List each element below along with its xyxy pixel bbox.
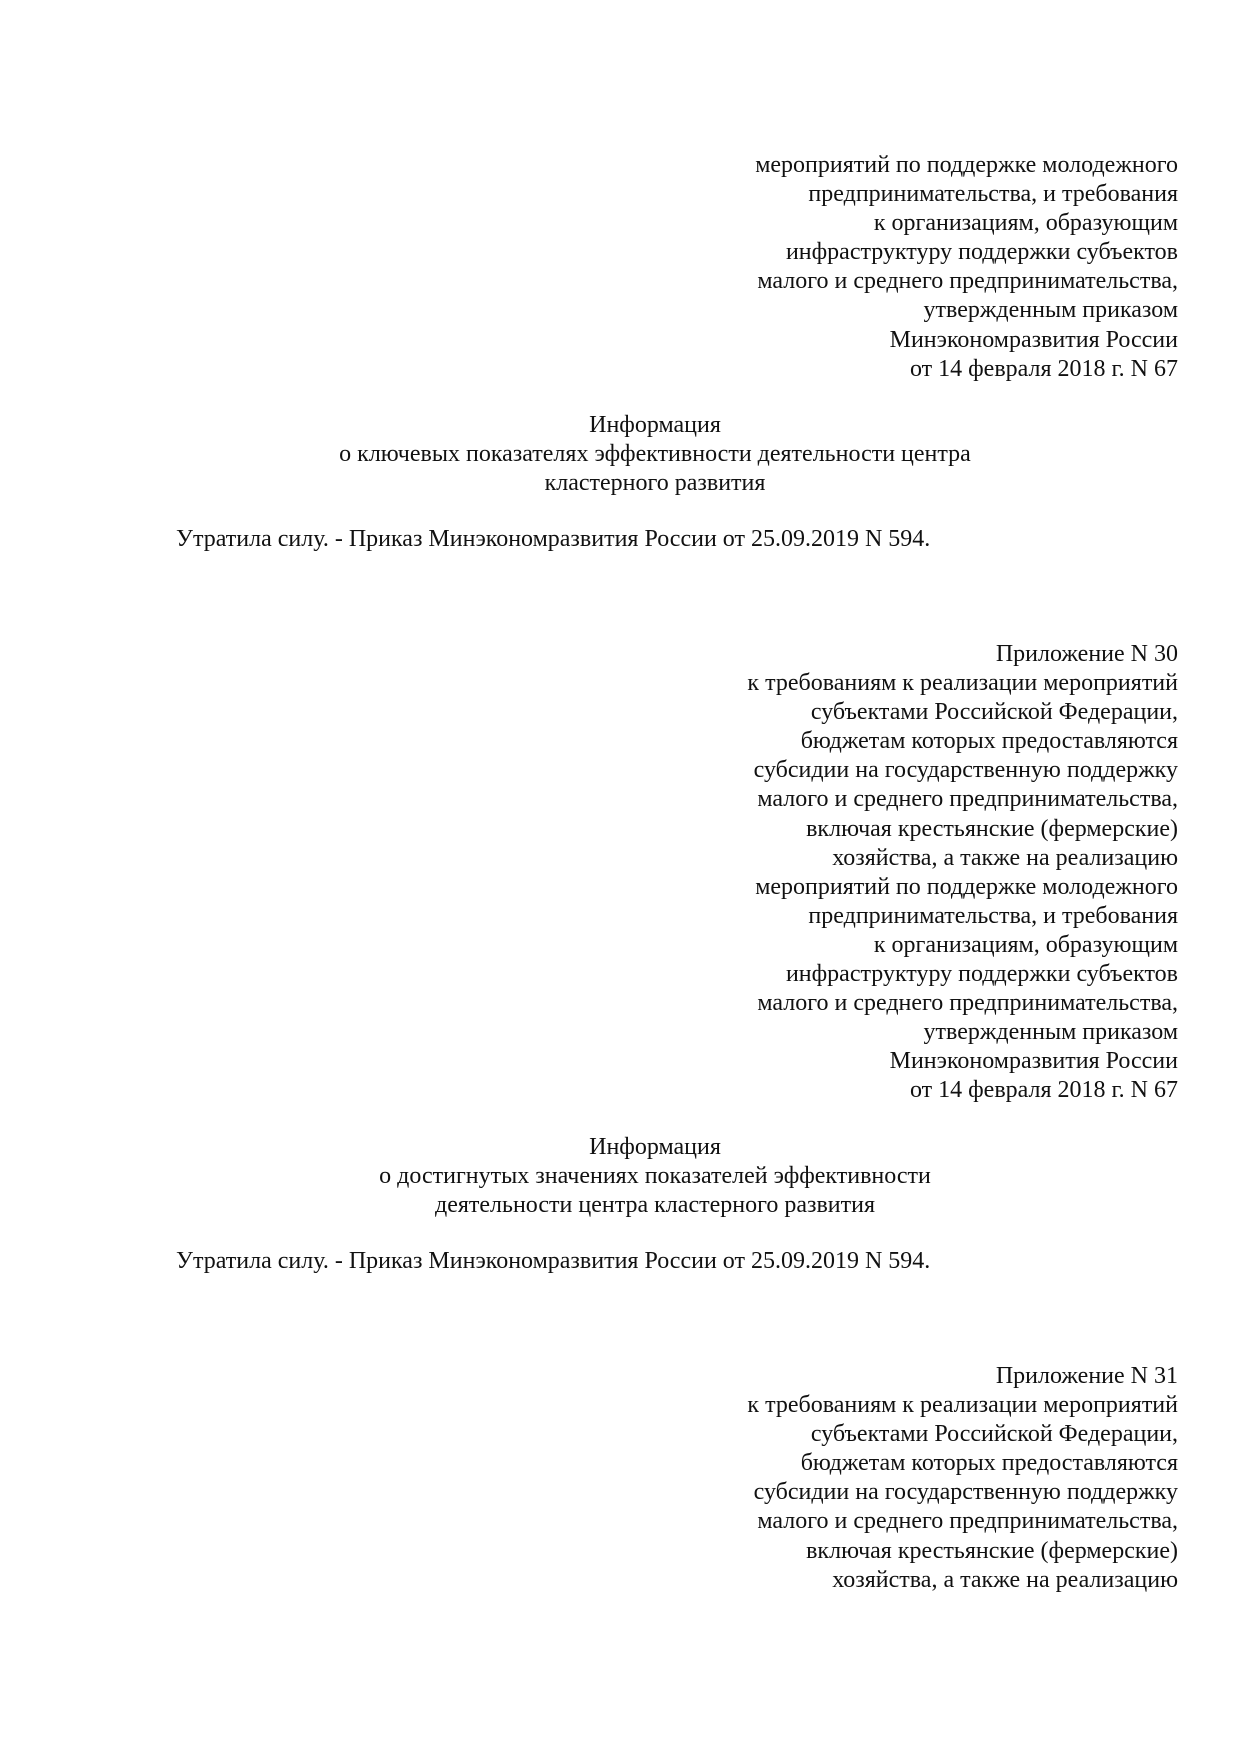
header-line: инфраструктуру поддержки субъектов — [785, 239, 1178, 266]
appendix-number: Приложение N 31 — [995, 1363, 1178, 1389]
header-line: бюджетам которых предоставляются — [800, 728, 1178, 755]
info-heading: Информация — [589, 412, 721, 438]
header-line: предпринимательства, и требования — [808, 181, 1178, 208]
header-line: мероприятий по поддержке молодежного — [755, 152, 1178, 178]
header-line: мероприятий по поддержке молодежного — [755, 873, 1178, 900]
header-line: хозяйства, а также на реализацию — [832, 1566, 1178, 1593]
header-line: Минэкономразвития России — [889, 1048, 1178, 1075]
header-line: включая крестьянские (фермерские) — [806, 815, 1178, 842]
header-line: утвержденным приказом — [923, 297, 1178, 324]
header-line: к требованиям к реализации мероприятий — [747, 670, 1178, 697]
header-line: малого и среднего предпринимательства, — [757, 1508, 1178, 1535]
header-line: субсидии на государственную поддержку — [753, 1479, 1178, 1506]
header-line: Минэкономразвития России — [889, 326, 1178, 353]
appendix-header-continuation — [658, 151, 1178, 384]
header-line: включая крестьянские (фермерские) — [806, 1537, 1178, 1564]
header-line: утвержденным приказом — [923, 1019, 1178, 1046]
info-subtitle-line: деятельности центра кластерного развития — [434, 1192, 875, 1219]
header-line: к требованиям к реализации мероприятий — [747, 1392, 1178, 1419]
info-subtitle-line: кластерного развития — [544, 470, 766, 497]
header-line: малого и среднего предпринимательства, — [757, 990, 1178, 1017]
info-subtitle-line: о ключевых показателях эффективности деятельности центра — [339, 441, 971, 468]
header-line: к организациям, образующим — [873, 210, 1178, 237]
info-title-2 — [0, 1133, 1240, 1220]
header-line: хозяйства, а также на реализацию — [832, 844, 1178, 871]
appendix-31-header — [658, 1362, 1178, 1595]
header-line: к организациям, образующим — [873, 931, 1178, 958]
info-subtitle-line: о достигнутых значениях показателей эффективности — [379, 1163, 931, 1190]
header-line: инфраструктуру поддержки субъектов — [785, 961, 1178, 988]
header-line: субъектами Российской Федерации, — [810, 1421, 1178, 1448]
repeal-status-2: Утратила силу. - Приказ Минэкономразвития России от 25.09.2019 N 594. — [176, 1248, 931, 1274]
appendix-number: Приложение N 30 — [995, 641, 1178, 667]
info-title-1 — [0, 411, 1240, 498]
header-line: малого и среднего предпринимательства, — [757, 268, 1178, 295]
header-line: субсидии на государственную поддержку — [753, 757, 1178, 784]
header-line: от 14 февраля 2018 г. N 67 — [909, 355, 1178, 382]
header-line: бюджетам которых предоставляются — [800, 1450, 1178, 1477]
repeal-status-1: Утратила силу. - Приказ Минэкономразвития России от 25.09.2019 N 594. — [176, 526, 931, 552]
header-line: от 14 февраля 2018 г. N 67 — [909, 1077, 1178, 1104]
header-line: предпринимательства, и требования — [808, 902, 1178, 929]
info-heading: Информация — [589, 1134, 721, 1160]
header-line: субъектами Российской Федерации, — [810, 699, 1178, 726]
appendix-30-header — [658, 640, 1178, 1106]
header-line: малого и среднего предпринимательства, — [757, 786, 1178, 813]
